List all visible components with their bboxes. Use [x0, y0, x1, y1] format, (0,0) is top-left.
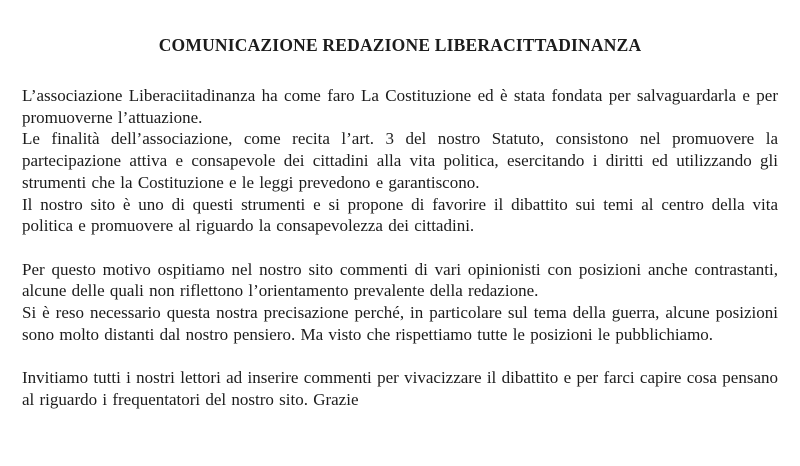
section-invitation: [22, 367, 778, 410]
section-editorial-position: [22, 259, 778, 346]
section-association-intro: [22, 85, 778, 237]
document-title: COMUNICAZIONE REDAZIONE LIBERACITTADINANZA: [158, 35, 642, 55]
paragraph-statute-purpose: Le finalità dell’associazione, come recita l’art. 3 del nostro Statuto, consistono nel promuovere la partecipazione attiva e consapevole dei cittadini alla vita politica, esercitando i diritti ed utilizzando gli strumenti che la Costituzione e le leggi prevedono e garantiscono.: [22, 129, 778, 192]
paragraph-clarification: Si è reso necessario questa nostra precisazione perché, in particolare sul tema della guerra, alcune posizioni sono molto distanti dal nostro pensiero. Ma visto che rispettiamo tutte le posizioni le pubblichiamo.: [22, 303, 778, 344]
paragraph-site-purpose: Il nostro sito è uno di questi strumenti e si propone di favorire il dibattito sui temi al centro della vita politica e promuovere al riguardo la consapevolezza dei cittadini.: [22, 194, 778, 236]
paragraph-reader-invitation: Invitiamo tutti i nostri lettori ad inserire commenti per vivacizzare il dibattito e per farci capire cosa pensano al riguardo i frequentatori del nostro sito. Grazie: [22, 368, 778, 409]
paragraph-opinionists: Per questo motivo ospitiamo nel nostro sito commenti di vari opinionisti con posizioni anche contrastanti, alcune delle quali non riflettono l’orientamento prevalente della redazione.: [22, 259, 778, 301]
paragraph-association-foundation: L’associazione Liberaciitadinanza ha come faro La Costituzione ed è stata fondata per salvaguardarla e per promuoverne l’attuazione.: [22, 86, 778, 127]
